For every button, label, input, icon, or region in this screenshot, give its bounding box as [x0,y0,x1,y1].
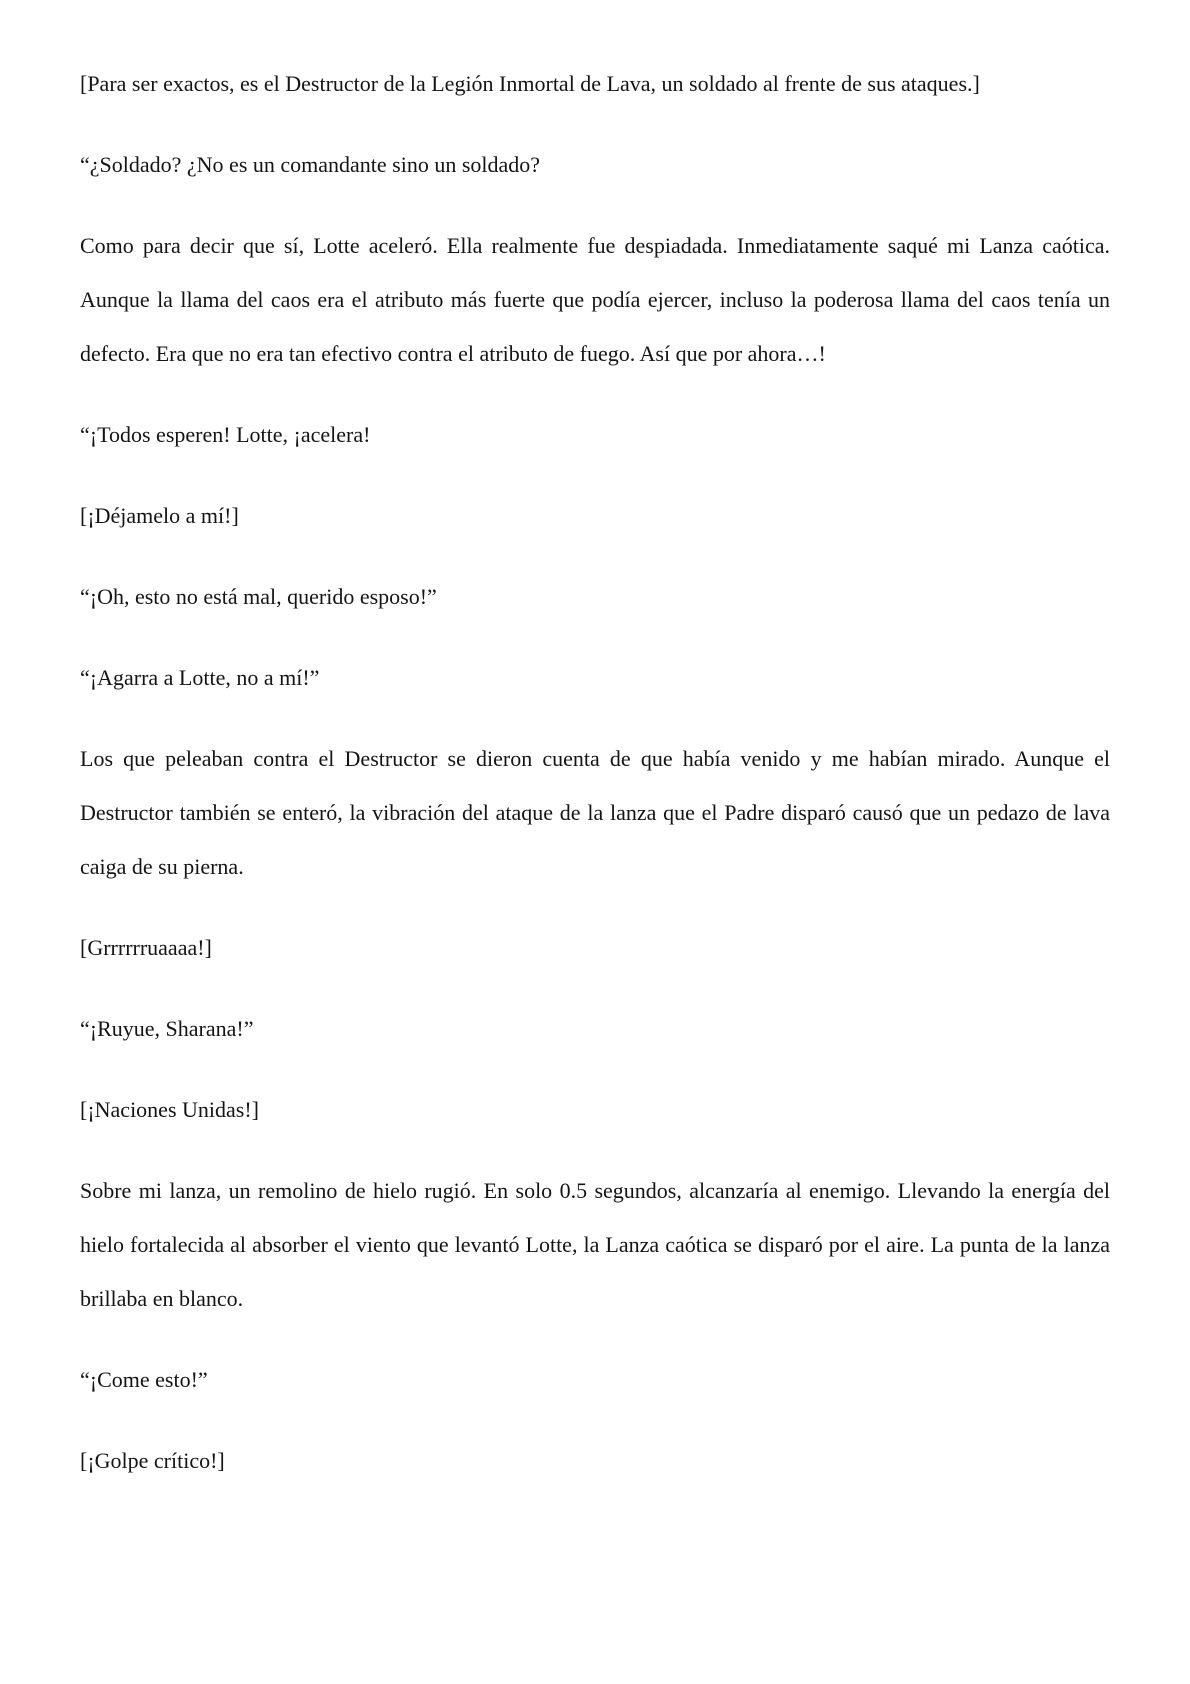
paragraph-2: “¿Soldado? ¿No es un comandante sino un soldado? [80,152,541,177]
paragraph-11: [¡Naciones Unidas!] [80,1097,259,1122]
paragraph-12: Sobre mi lanza, un remolino de hielo rugió. En solo 0.5 segundos, alcanzaría al enemigo. Llevando la energía del hielo fortalecida al absorber el viento que levantó Lotte, la Lanza caótica se disparó por el aire. La punta de la lanza brillaba en blanco. [80,1178,1110,1311]
paragraph-1: [Para ser exactos, es el Destructor de la Legión Inmortal de Lava, un soldado al frente de sus ataques.] [80,71,980,96]
paragraph-8: Los que peleaban contra el Destructor se dieron cuenta de que había venido y me habían mirado. Aunque el Destructor también se enteró, la vibración del ataque de la lanza que el Padre disparó causó que un pedazo de lava caiga de su pierna. [80,746,1110,879]
paragraph-7: “¡Agarra a Lotte, no a mí!” [80,665,320,690]
paragraph-14: [¡Golpe crítico!] [80,1448,225,1473]
paragraph-10: “¡Ruyue, Sharana!” [80,1016,254,1041]
paragraph-4: “¡Todos esperen! Lotte, ¡acelera! [80,422,371,447]
paragraph-3: Como para decir que sí, Lotte aceleró. Ella realmente fue despiadada. Inmediatamente saqué mi Lanza caótica. Aunque la llama del caos era el atributo más fuerte que podía ejercer, incluso la poderosa llama del caos tenía un defecto. Era que no era tan efectivo contra el atributo de fuego. Así que por ahora…! [80,233,1110,366]
paragraph-13: “¡Come esto!” [80,1367,208,1392]
paragraph-5: [¡Déjamelo a mí!] [80,503,239,528]
paragraph-9: [Grrrrrruaaaa!] [80,935,212,960]
paragraph-6: “¡Oh, esto no está mal, querido esposo!” [80,584,437,609]
document-body [80,57,1110,1488]
